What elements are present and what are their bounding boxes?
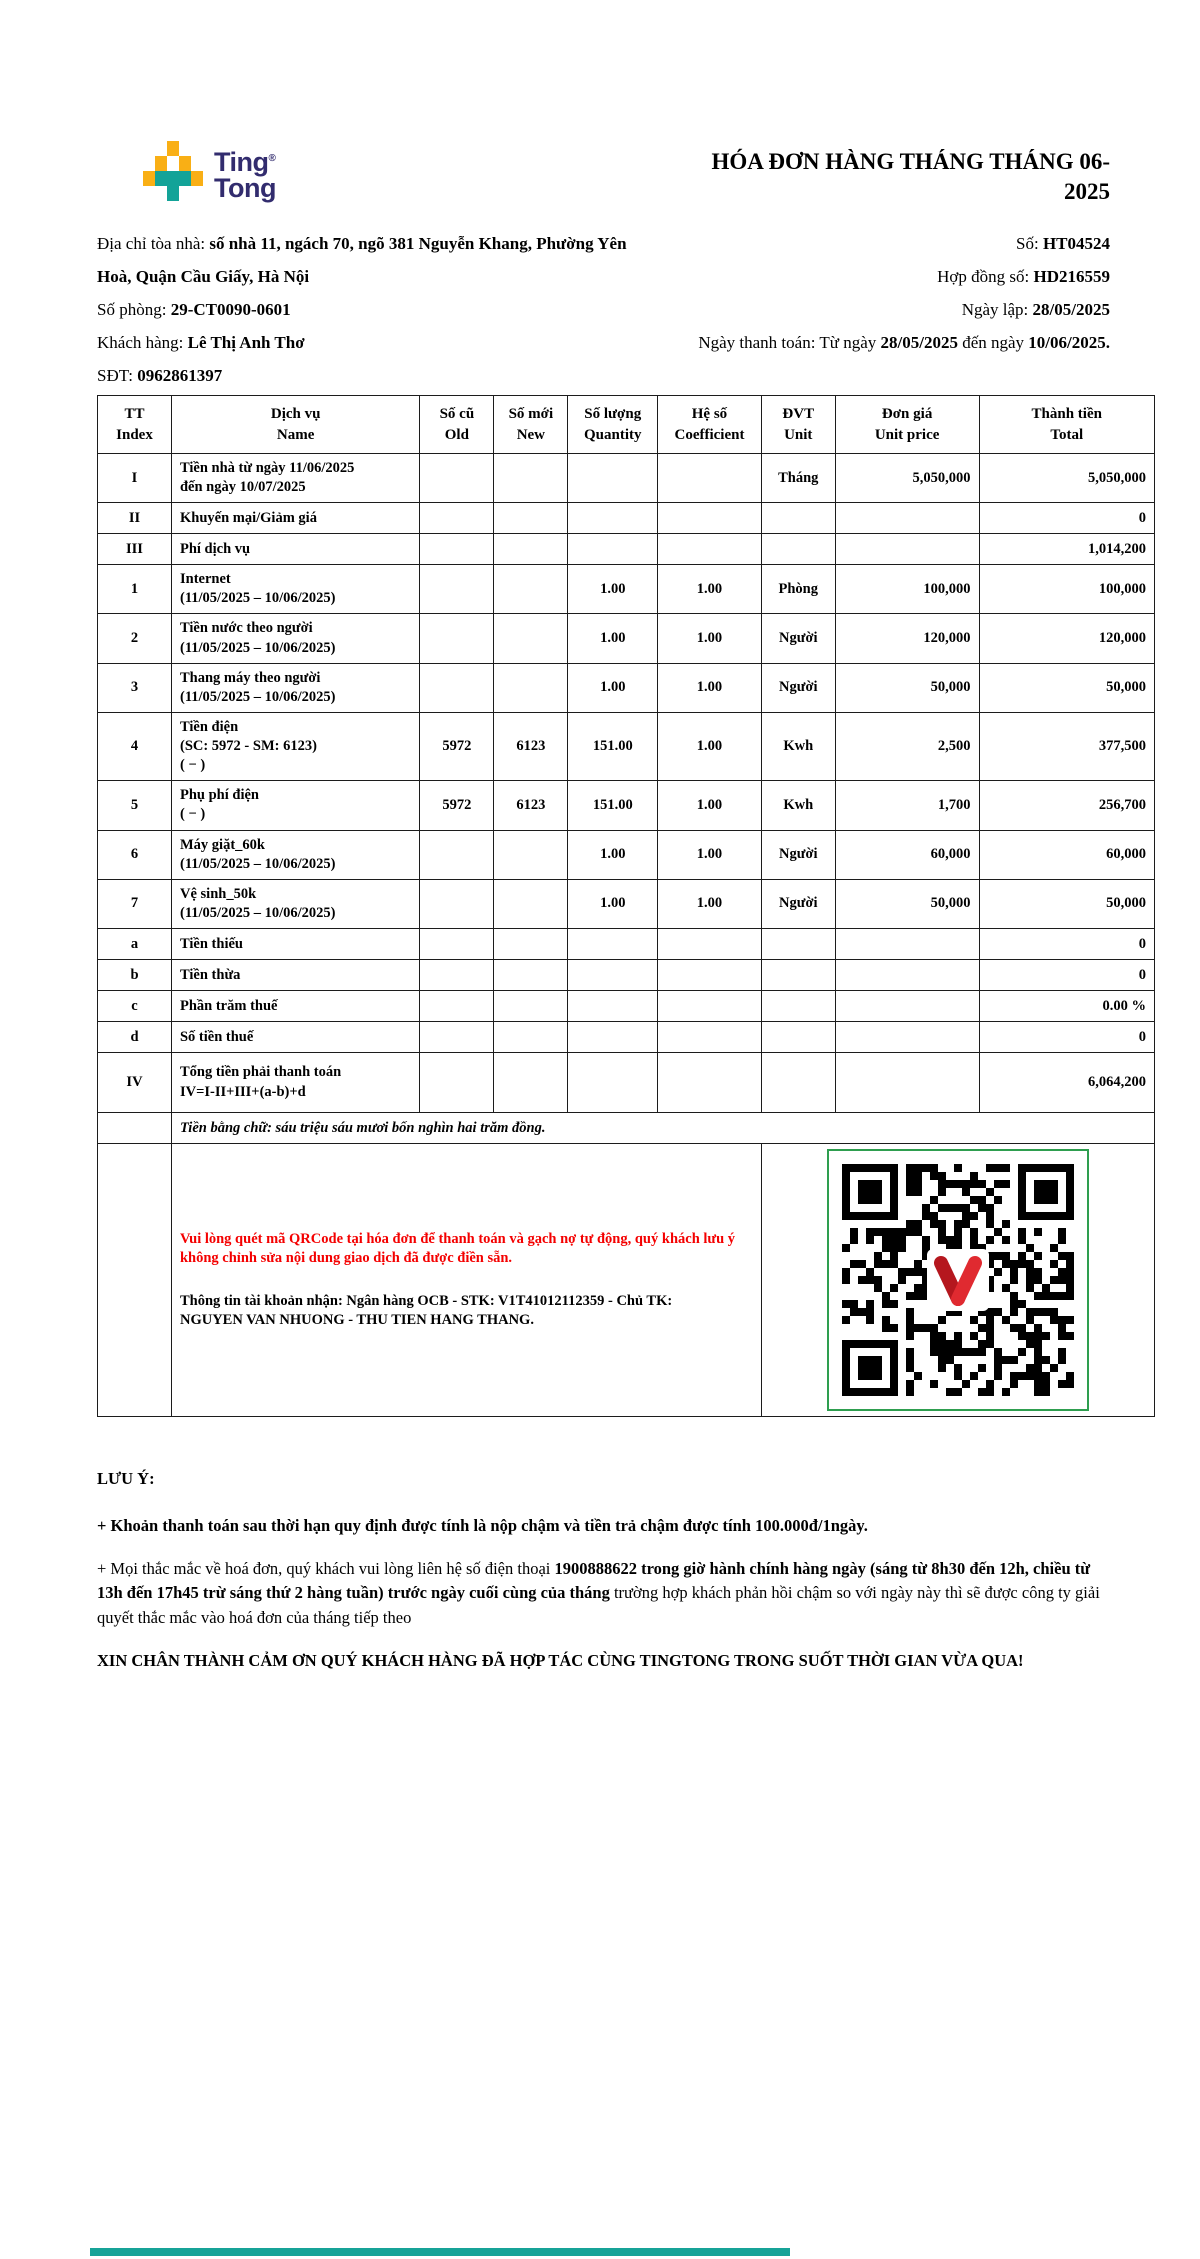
cell-coef <box>658 503 762 534</box>
cell-price: 60,000 <box>835 830 979 879</box>
registered-mark-icon: ® <box>268 153 276 164</box>
cell-unit: Phòng <box>761 565 835 614</box>
table-row <box>98 879 1155 928</box>
cell-qty: 1.00 <box>568 663 658 712</box>
cell-idx: b <box>98 960 172 991</box>
page-content <box>97 0 1155 1692</box>
cell-new <box>494 503 568 534</box>
cell-total: 1,014,200 <box>979 534 1155 565</box>
cell-new <box>494 879 568 928</box>
table-row <box>98 830 1155 879</box>
cell-total: 100,000 <box>979 565 1155 614</box>
cell-qty: 1.00 <box>568 879 658 928</box>
cell-unit: Người <box>761 830 835 879</box>
column-header-old: Số cũ Old <box>420 396 494 454</box>
cell-qty: 151.00 <box>568 712 658 780</box>
page-header <box>97 141 1155 207</box>
cell-unit: Người <box>761 614 835 663</box>
cell-total: 0.00 % <box>979 991 1155 1022</box>
cell-unit <box>761 503 835 534</box>
cell-idx: 7 <box>98 879 172 928</box>
table-row <box>98 1022 1155 1053</box>
cell-old <box>420 1053 494 1113</box>
customer-info <box>97 227 642 393</box>
column-header-index: TT Index <box>98 396 172 454</box>
cell-price <box>835 929 979 960</box>
cell-coef: 1.00 <box>658 781 762 830</box>
cell-qty: 1.00 <box>568 830 658 879</box>
column-header-unit-price: Đơn giá Unit price <box>835 396 979 454</box>
brand-line1: Ting <box>214 147 269 177</box>
tingtong-pixel-arrow-icon <box>143 141 203 201</box>
cell-new <box>494 991 568 1022</box>
empty-cell <box>98 1144 172 1417</box>
cell-coef: 1.00 <box>658 663 762 712</box>
amount-in-words: Tiền bằng chữ: sáu triệu sáu mươi bốn nghìn hai trăm đồng. <box>171 1113 1154 1144</box>
room-number: Số phòng: 29-CT0090-0601 <box>97 300 291 320</box>
cell-idx: 3 <box>98 663 172 712</box>
cell-total: 0 <box>979 503 1155 534</box>
cell-coef <box>658 1053 762 1113</box>
cell-price: 2,500 <box>835 712 979 780</box>
cell-service-name: Thang máy theo người (11/05/2025 – 10/06/2025) <box>171 663 419 712</box>
cell-new <box>494 534 568 565</box>
cell-service-name: Vệ sinh_50k (11/05/2025 – 10/06/2025) <box>171 879 419 928</box>
cell-total: 0 <box>979 1022 1155 1053</box>
cell-price <box>835 1022 979 1053</box>
cell-new <box>494 663 568 712</box>
table-row <box>98 614 1155 663</box>
cell-old <box>420 534 494 565</box>
cell-unit <box>761 534 835 565</box>
cell-unit: Kwh <box>761 712 835 780</box>
cell-unit <box>761 960 835 991</box>
cell-service-name: Tiền điện (SC: 5972 - SM: 6123) ( − ) <box>171 712 419 780</box>
cell-old <box>420 929 494 960</box>
cell-service-name: Máy giặt_60k (11/05/2025 – 10/06/2025) <box>171 830 419 879</box>
cell-old <box>420 830 494 879</box>
cell-qty <box>568 503 658 534</box>
cell-idx: 6 <box>98 830 172 879</box>
cell-qty <box>568 534 658 565</box>
table-row <box>98 565 1155 614</box>
cell-old <box>420 1022 494 1053</box>
cell-new <box>494 960 568 991</box>
cell-old <box>420 453 494 502</box>
cell-service-name: Phần trăm thuế <box>171 991 419 1022</box>
column-header-coefficient: Hệ số Coefficient <box>658 396 762 454</box>
cell-service-name: Khuyến mại/Giảm giá <box>171 503 419 534</box>
table-row <box>98 503 1155 534</box>
cell-unit: Người <box>761 663 835 712</box>
cell-qty <box>568 960 658 991</box>
payment-period: Ngày thanh toán: Từ ngày 28/05/2025 đến ngày 10/06/2025. <box>698 333 1110 353</box>
column-header-new: Số mới New <box>494 396 568 454</box>
cell-price <box>835 960 979 991</box>
cell-total: 5,050,000 <box>979 453 1155 502</box>
cell-qty <box>568 929 658 960</box>
table-row <box>98 534 1155 565</box>
cell-old <box>420 991 494 1022</box>
cell-total: 120,000 <box>979 614 1155 663</box>
cell-service-name: Tiền nước theo người (11/05/2025 – 10/06/2025) <box>171 614 419 663</box>
cell-idx: c <box>98 991 172 1022</box>
cell-old <box>420 663 494 712</box>
cell-coef <box>658 453 762 502</box>
cell-total: 50,000 <box>979 879 1155 928</box>
cell-total: 60,000 <box>979 830 1155 879</box>
qr-code-cell <box>761 1144 1154 1417</box>
cell-unit <box>761 1022 835 1053</box>
column-header-total: Thành tiền Total <box>979 396 1155 454</box>
customer-name: Khách hàng: Lê Thị Anh Thơ <box>97 333 305 353</box>
cell-coef: 1.00 <box>658 614 762 663</box>
table-header-row <box>98 396 1155 454</box>
invoice-title: HÓA ĐƠN HÀNG THÁNG THÁNG 06-2025 <box>711 149 1110 204</box>
cell-service-name: Tiền thừa <box>171 960 419 991</box>
column-header-name: Dịch vụ Name <box>171 396 419 454</box>
cell-total: 0 <box>979 960 1155 991</box>
cell-new: 6123 <box>494 781 568 830</box>
cell-qty: 1.00 <box>568 565 658 614</box>
cell-price: 100,000 <box>835 565 979 614</box>
cell-new <box>494 453 568 502</box>
building-address: Địa chỉ tòa nhà: số nhà 11, ngách 70, ngõ 381 Nguyễn Khang, Phường Yên Hoà, Quận Cầu Giấy, Hà Nội <box>97 233 627 286</box>
column-header-unit: ĐVT Unit <box>761 396 835 454</box>
cell-old <box>420 565 494 614</box>
table-row <box>98 781 1155 830</box>
cell-price <box>835 503 979 534</box>
table-row <box>98 663 1155 712</box>
cell-coef <box>658 991 762 1022</box>
cell-old: 5972 <box>420 781 494 830</box>
cell-new <box>494 1022 568 1053</box>
cell-coef <box>658 534 762 565</box>
cell-price: 120,000 <box>835 614 979 663</box>
brand-line2: Tong <box>214 173 276 204</box>
cell-price: 5,050,000 <box>835 453 979 502</box>
cell-idx: 1 <box>98 565 172 614</box>
cell-service-name: Phí dịch vụ <box>171 534 419 565</box>
cell-new <box>494 929 568 960</box>
cell-unit <box>761 991 835 1022</box>
amount-in-words-row <box>98 1113 1155 1144</box>
cell-coef: 1.00 <box>658 712 762 780</box>
cell-qty <box>568 1022 658 1053</box>
brand-name <box>214 141 276 202</box>
cell-new <box>494 614 568 663</box>
cell-price <box>835 991 979 1022</box>
cell-qty: 1.00 <box>568 614 658 663</box>
cell-idx: IV <box>98 1053 172 1113</box>
invoice-meta <box>655 227 1155 393</box>
table-row <box>98 453 1155 502</box>
cell-idx: 5 <box>98 781 172 830</box>
cell-total: 256,700 <box>979 781 1155 830</box>
cell-total: 0 <box>979 929 1155 960</box>
cell-qty <box>568 1053 658 1113</box>
cell-price <box>835 534 979 565</box>
phone-number: SĐT: 0962861397 <box>97 366 223 386</box>
cell-service-name: Tiền thiếu <box>171 929 419 960</box>
invoice-number: Số: HT04524 <box>1016 233 1110 253</box>
tingtong-logo <box>143 141 276 202</box>
cell-qty <box>568 991 658 1022</box>
cell-total: 6,064,200 <box>979 1053 1155 1113</box>
cell-old <box>420 503 494 534</box>
qr-warning-note: Vui lòng quét mã QRCode tại hóa đơn để thanh toán và gạch nợ tự động, quý khách lưu ý không chỉnh sửa nội dung giao dịch đã được điền sẵn. <box>179 1230 736 1266</box>
qr-payment-row <box>98 1144 1155 1417</box>
hotline-note: + Mọi thắc mắc về hoá đơn, quý khách vui lòng liên hệ số điện thoại 1900888622 trong giờ hành chính hàng ngày (sáng từ 8h30 đến 12h, chiều từ 13h đến 17h45 trừ sáng thứ 2 hàng tuần) trước ngày cuối cùng của tháng trường hợp khách phản hồi chậm so với ngày này thì sẽ được công ty giải quyết thắc mắc vào hoá đơn của tháng tiếp theo <box>97 1558 1100 1628</box>
cell-service-name: Tiền nhà từ ngày 11/06/2025 đến ngày 10/07/2025 <box>171 453 419 502</box>
cell-price <box>835 1053 979 1113</box>
notes-section <box>97 1467 1155 1674</box>
table-row <box>98 712 1155 780</box>
payment-instructions <box>171 1144 761 1417</box>
cell-unit: Kwh <box>761 781 835 830</box>
cell-unit <box>761 929 835 960</box>
cell-coef <box>658 929 762 960</box>
cell-idx: d <box>98 1022 172 1053</box>
cell-idx: 2 <box>98 614 172 663</box>
cell-idx: II <box>98 503 172 534</box>
cell-price: 50,000 <box>835 879 979 928</box>
cell-old <box>420 879 494 928</box>
cell-coef: 1.00 <box>658 830 762 879</box>
column-header-quantity: Số lượng Quantity <box>568 396 658 454</box>
cell-price: 1,700 <box>835 781 979 830</box>
notes-title: LƯU Ý: <box>97 1469 155 1489</box>
cell-new <box>494 830 568 879</box>
cell-coef: 1.00 <box>658 879 762 928</box>
cell-unit: Tháng <box>761 453 835 502</box>
contract-number: Hợp đồng số: HD216559 <box>937 266 1110 286</box>
table-row <box>98 991 1155 1022</box>
cell-new <box>494 565 568 614</box>
table-row <box>98 960 1155 991</box>
cell-new <box>494 1053 568 1113</box>
cell-coef: 1.00 <box>658 565 762 614</box>
cell-service-name: Số tiền thuế <box>171 1022 419 1053</box>
cell-unit <box>761 1053 835 1113</box>
issue-date: Ngày lập: 28/05/2025 <box>961 300 1110 320</box>
cell-coef <box>658 1022 762 1053</box>
invoice-info <box>97 227 1155 393</box>
invoice-table <box>97 395 1155 1417</box>
cell-old: 5972 <box>420 712 494 780</box>
cell-idx: III <box>98 534 172 565</box>
cell-coef <box>658 960 762 991</box>
table-row <box>98 1053 1155 1113</box>
late-payment-note: + Khoản thanh toán sau thời hạn quy định được tính là nộp chậm và tiền trả chậm được tính 100.000đ/1ngày. <box>97 1515 868 1535</box>
qr-code-pattern <box>842 1164 1074 1396</box>
cell-service-name: Internet (11/05/2025 – 10/06/2025) <box>171 565 419 614</box>
table-row <box>98 929 1155 960</box>
empty-cell <box>98 1113 172 1144</box>
cell-idx: a <box>98 929 172 960</box>
cell-old <box>420 614 494 663</box>
cell-total: 50,000 <box>979 663 1155 712</box>
qr-code <box>827 1149 1089 1411</box>
cell-old <box>420 960 494 991</box>
thank-you-note: XIN CHÂN THÀNH CẢM ƠN QUÝ KHÁCH HÀNG ĐÃ HỢP TÁC CÙNG TINGTONG TRONG SUỐT THỜI GIAN VỪA QUA! <box>97 1650 1024 1670</box>
cell-unit: Người <box>761 879 835 928</box>
cell-new: 6123 <box>494 712 568 780</box>
bank-account-info: Thông tin tài khoản nhận: Ngân hàng OCB - STK: V1T41012112359 - Chủ TK: NGUYEN VAN NHUONG - THU TIEN HANG THANG. <box>179 1293 673 1329</box>
cell-idx: I <box>98 453 172 502</box>
cell-service-name: Tổng tiền phải thanh toán IV=I-II+III+(a-b)+d <box>171 1053 419 1113</box>
cell-qty <box>568 453 658 502</box>
cell-qty: 151.00 <box>568 781 658 830</box>
cell-price: 50,000 <box>835 663 979 712</box>
cell-idx: 4 <box>98 712 172 780</box>
cell-total: 377,500 <box>979 712 1155 780</box>
footer-accent-bar <box>90 2248 790 2256</box>
cell-service-name: Phụ phí điện ( − ) <box>171 781 419 830</box>
